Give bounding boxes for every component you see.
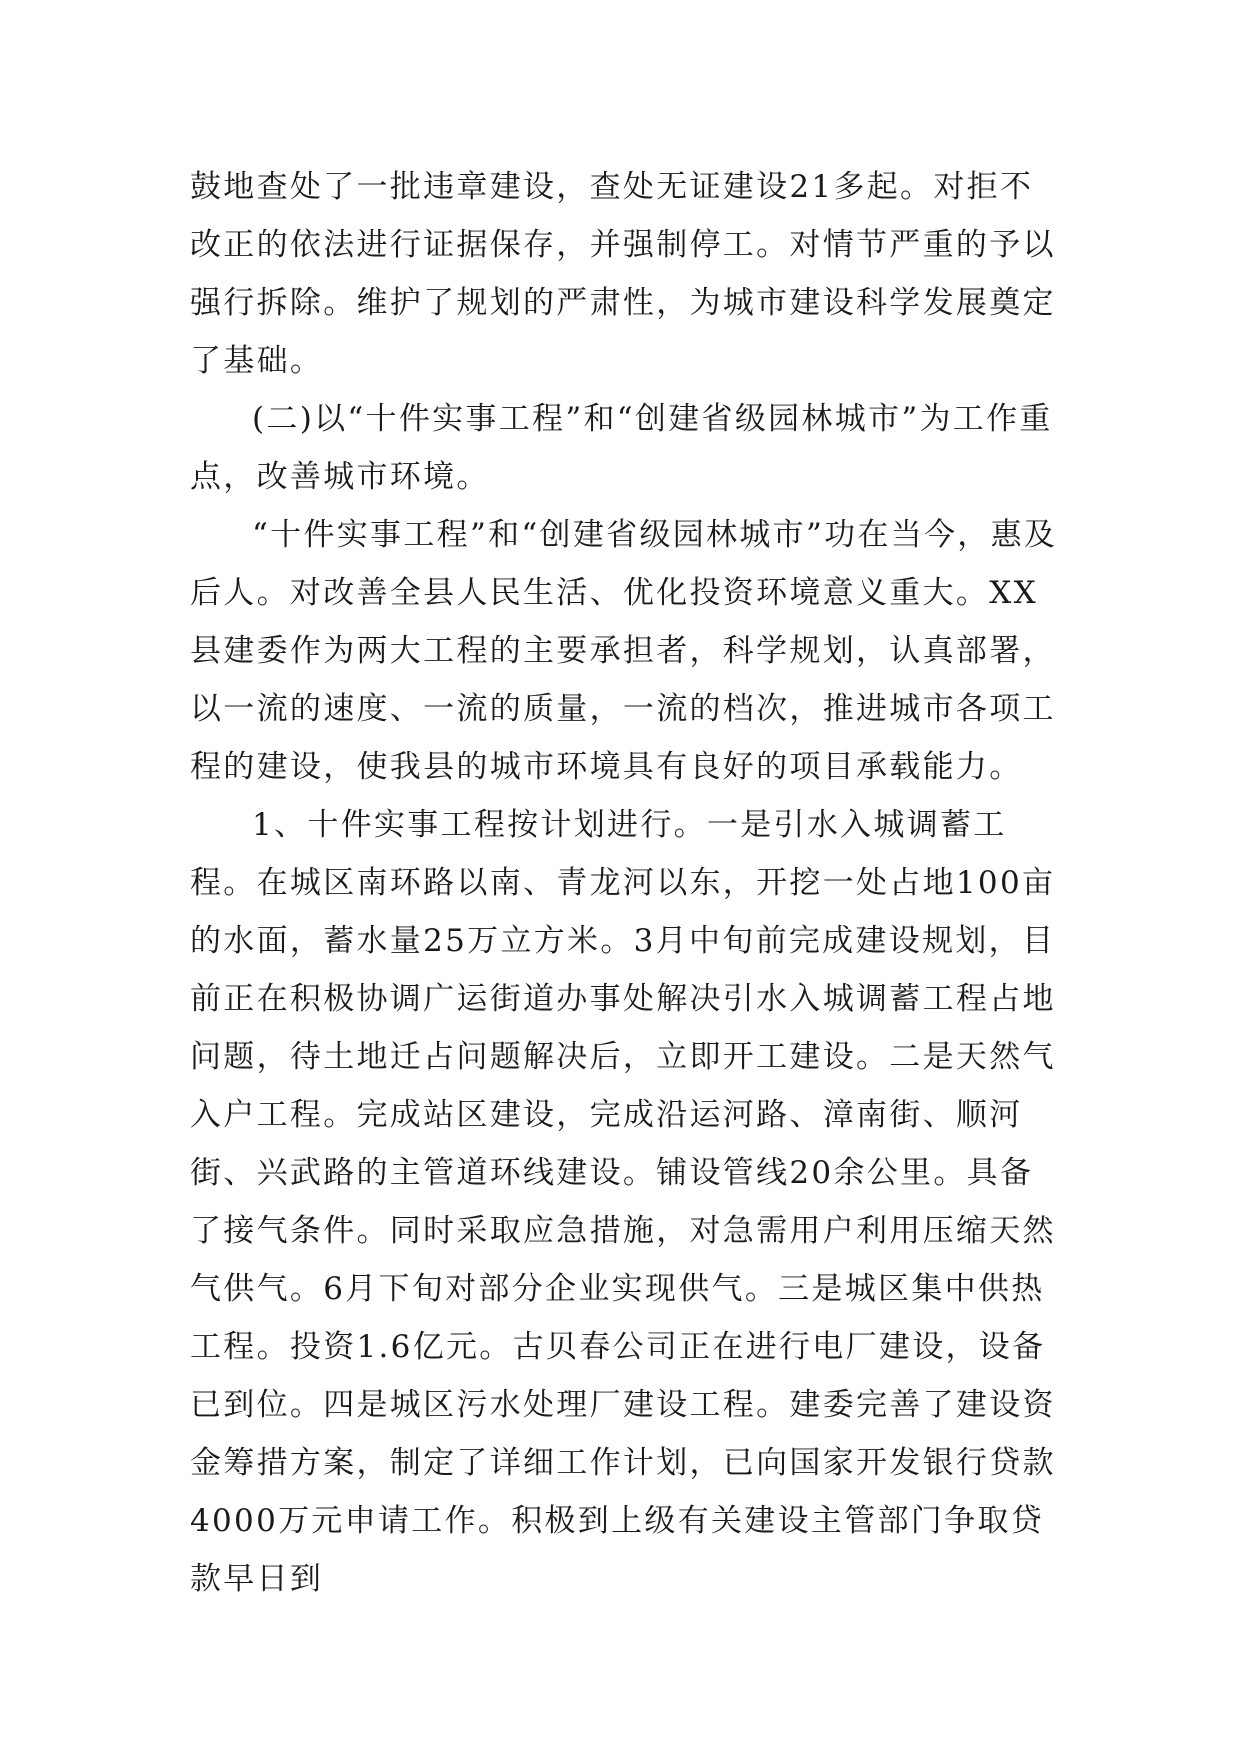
paragraph-ten-projects: 1、十件实事工程按计划进行。一是引水入城调蓄工程。在城区南环路以南、青龙河以东，开挖一处占地100亩的水面，蓄水量25万立方米。3月中旬前完成建设规划，目前正在积极协调广运街道办事处解决引水入城调蓄工程占地问题，待土地迁占问题解决后，立即开工建设。二是天然气入户工程。完成站区建设，完成沿运河路、漳南街、顺河街、兴武路的主管道环线建设。铺设管线20余公里。具备了接气条件。同时采取应急措施，对急需用户利用压缩天然气供气。6月下旬对部分企业实现供气。三是城区集中供热工程。投资1.6亿元。古贝春公司正在进行电厂建设，设备已到位。四是城区污水处理厂建设工程。建委完善了建设资金筹措方案，制定了详细工作计划，已向国家开发银行贷款4000万元申请工作。积极到上级有关建设主管部门争取贷款早日到 [190,807,1056,1597]
paragraph-overview: “十件实事工程”和“创建省级园林城市”功在当今，惠及后人。对改善全县人民生活、优化投资环境意义重大。XX县建委作为两大工程的主要承担者，科学规划，认真部署，以一流的速度、一流的质量，一流的档次，推进城市各项工程的建设，使我县的城市环境具有良好的项目承载能力。 [190,517,1058,785]
document-body [190,158,1060,1608]
paragraph-violations: 鼓地查处了一批违章建设，查处无证建设21多起。对拒不改正的依法进行证据保存，并强制停工。对情节严重的予以强行拆除。维护了规划的严肃性，为城市建设科学发展奠定了基础。 [190,169,1056,379]
paragraph-section-heading: (二)以“十件实事工程”和“创建省级园林城市”为工作重点，改善城市环境。 [190,401,1053,495]
